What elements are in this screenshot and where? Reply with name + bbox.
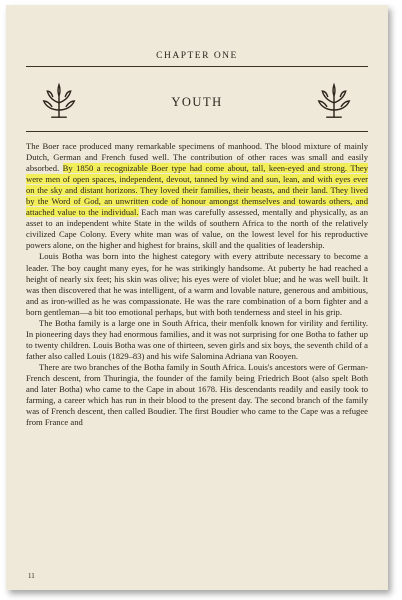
paragraph-4: There are two branches of the Botha family in South Africa. Louis's ancestors were of German-French descent, from Thuringia, the founder of the family being Friedrich Boot (also spelt Both and later Botha) who came to the Cape in about 1678. His descendants readily and easily took to farming, a career which has run in their blood to the present day. The second branch of the family was of French descent, then called Boudier. The first Boudier who came to the Cape was a refugee from France and xyxy=(26,361,368,428)
chapter-title: YOUTH xyxy=(171,95,223,109)
paragraph-1-text: The Boer race produced many remarkable specimens of manhood. The blood mixture of mainly Dutch, German and French fused well. The contribution of other races was small and easily absorbed. xyxy=(26,141,368,174)
header-rule-bottom xyxy=(26,131,368,132)
body-text xyxy=(26,141,368,428)
header-rule-top xyxy=(26,66,368,67)
page-number: 11 xyxy=(28,572,35,580)
paragraph-1 xyxy=(26,141,368,251)
paragraph-2: Louis Botha was born into the highest category with every attribute necessary to become a leader. The boy caught many eyes, for he was strikingly handsome. At puberty he had reached a height of nearly six feet; his skin was olive; his eyes were of violet blue; and he was well built. It was then discovered that he was intelligent, of a warm and lovable nature, generous and ambitious, and as iron-willed as he was compassionate. He was the rare combination of a born fighter and a born gentleman—a bit too emotional perhaps, but with both tenderness and steel in his grip. xyxy=(26,251,368,317)
right-floral-ornament xyxy=(316,83,352,119)
chapter-label: CHAPTER ONE xyxy=(156,51,238,61)
book-page xyxy=(6,5,388,590)
paragraph-1-rest: Each man was carefully assessed, mentally and physically, as an asset to an independent white State in the wilds of southern Africa to the north of the relatively civilized Cape Colony. Every white man was of value, on the lowest level for his reproductive powers alone, on the higher and highest for brains, skill and the qualities of leadership. xyxy=(26,207,368,251)
paragraph-3: The Botha family is a large one in South Africa, their menfolk known for virility and fertility. In pioneering days they had enormous families, and it was not surprising for one Botha to father up to twenty children. Louis Botha was one of thirteen, seven girls and six boys, the seventh child of a father also called Louis (1829–83) and his wife Salomina Adriana van Rooyen. xyxy=(26,317,368,361)
highlighted-passage: By 1850 a recognizable Boer type had come about, tall, keen-eyed and strong. They were men of open spaces, independent, devout, tanned by wind and sun, lean, and with eyes ever on the sky and distant horizons. They loved their families, their beasts, and their land. They lived by the Word of God, an unwritten code of honour amongst themselves and towards others, and attached value to the individual. xyxy=(26,163,369,218)
